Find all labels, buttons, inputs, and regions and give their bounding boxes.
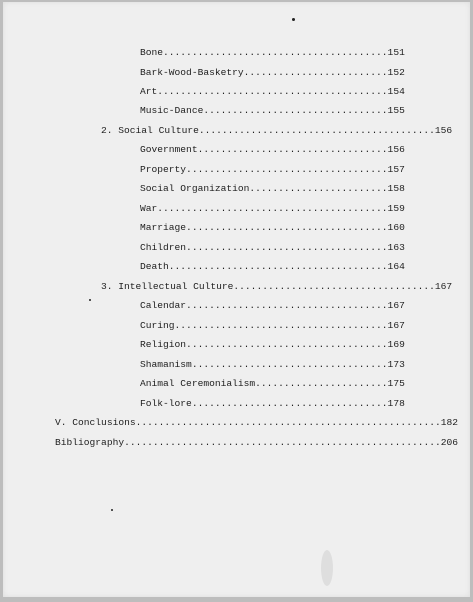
toc-entry-animal-ceremonialism: Animal Ceremonialism.......................175 [140, 378, 405, 389]
toc-entry-intellectual-culture: 3. Intellectual Culture...................................167 [101, 281, 453, 292]
toc-entry-bibliography: Bibliography.......................................................206 [55, 437, 459, 448]
toc-entry-property: Property...................................157 [140, 164, 405, 175]
toc-entry-conclusions: V. Conclusions.....................................................182 [55, 417, 459, 428]
ink-speck [292, 18, 295, 21]
ink-speck [111, 509, 113, 511]
ink-speck [89, 299, 91, 301]
toc-entry-art: Art........................................154 [140, 86, 405, 97]
toc-entry-music-dance: Music-Dance................................155 [140, 105, 405, 116]
toc-entry-death: Death......................................164 [140, 261, 405, 272]
toc-entry-bark-wood-basketry: Bark-Wood-Basketry.........................152 [140, 67, 405, 78]
toc-entry-war: War........................................159 [140, 203, 405, 214]
toc-entry-social-culture: 2. Social Culture.........................................156 [101, 125, 453, 136]
toc-entry-shamanism: Shamanism..................................173 [140, 359, 405, 370]
page-smudge [321, 550, 333, 586]
toc-entry-folk-lore: Folk-lore..................................178 [140, 398, 405, 409]
toc-entry-curing: Curing.....................................167 [140, 320, 405, 331]
toc-entry-calendar: Calendar...................................167 [140, 300, 405, 311]
toc-entry-marriage: Marriage...................................160 [140, 222, 405, 233]
toc-entry-bone: Bone.......................................151 [140, 47, 405, 58]
toc-entry-social-organization: Social Organization........................158 [140, 183, 405, 194]
toc-entry-children: Children...................................163 [140, 242, 405, 253]
document-page [3, 2, 470, 597]
toc-entry-religion: Religion...................................169 [140, 339, 405, 350]
toc-entry-government: Government.................................156 [140, 144, 405, 155]
